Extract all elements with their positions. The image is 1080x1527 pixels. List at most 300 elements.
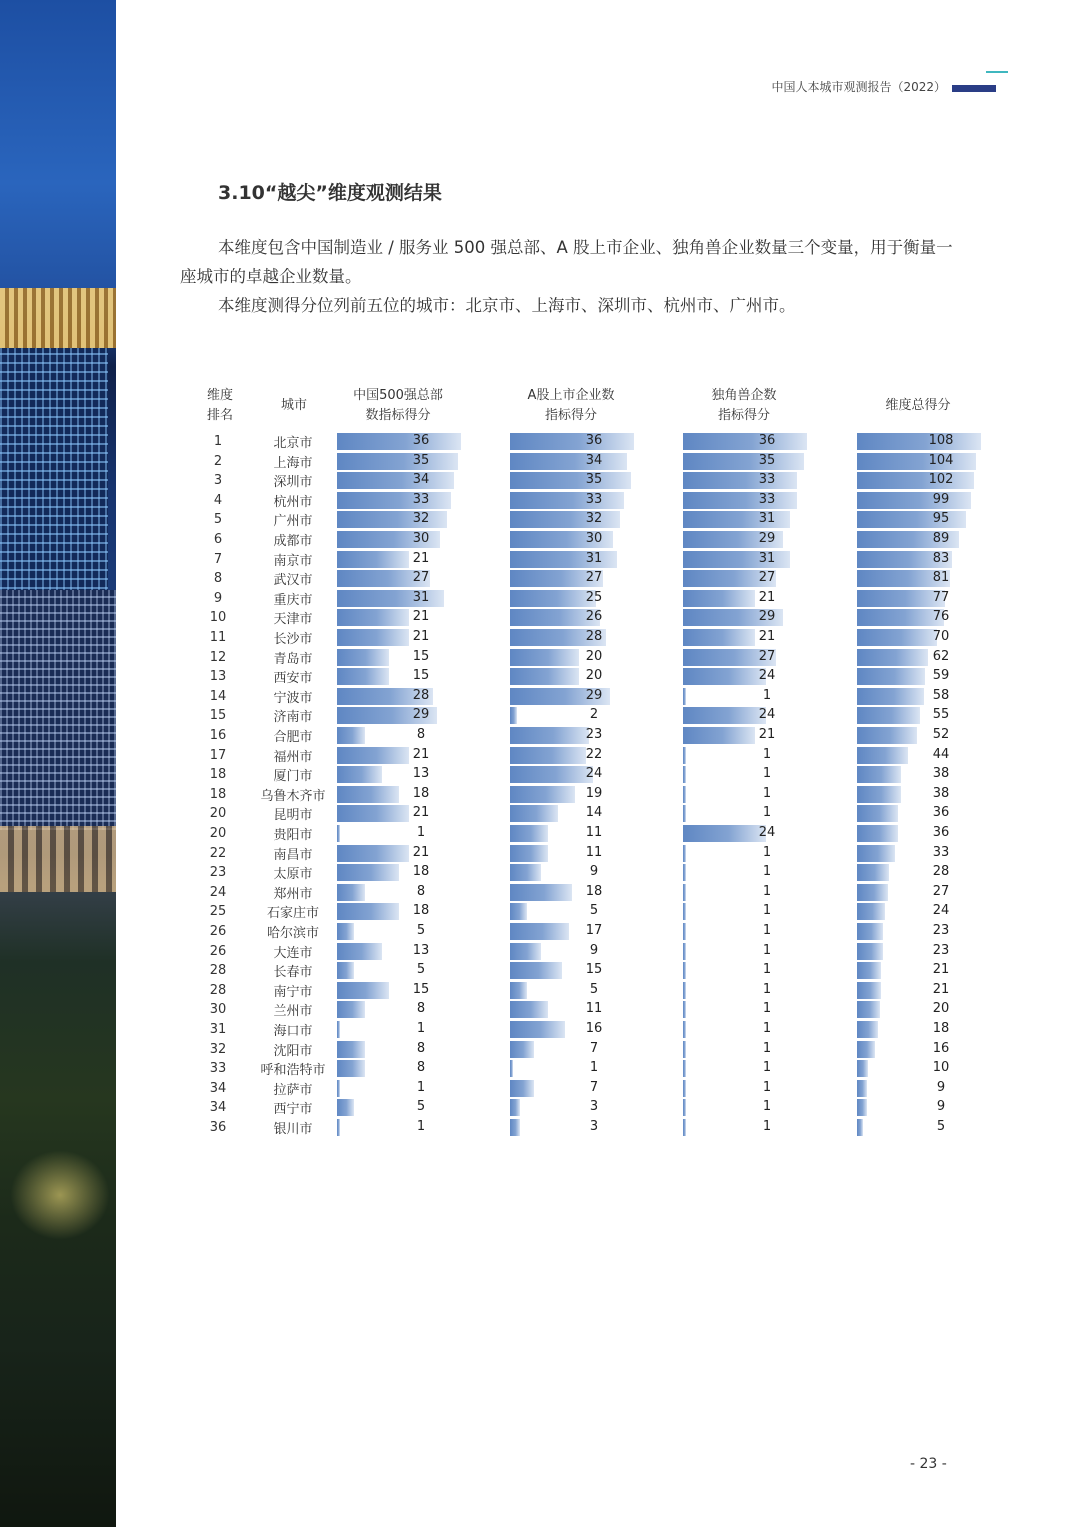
unicorn-value: 1 bbox=[762, 1079, 772, 1095]
rank-cell: 5 bbox=[213, 512, 223, 528]
unicorn-value: 24 bbox=[758, 825, 776, 840]
total-bar bbox=[857, 923, 883, 940]
listed-bar bbox=[510, 1021, 565, 1038]
listed-cell bbox=[510, 845, 636, 862]
rank-cell: 36 bbox=[209, 1120, 227, 1135]
unicorn-value: 33 bbox=[758, 472, 776, 488]
total-cell bbox=[857, 982, 983, 999]
table-row bbox=[0, 883, 1080, 903]
unicorn-cell bbox=[683, 766, 809, 783]
unicorn-bar bbox=[683, 1119, 686, 1136]
listed-bar bbox=[510, 786, 575, 803]
city-cell: 沈阳市 bbox=[273, 1043, 313, 1059]
listed-value: 32 bbox=[585, 511, 603, 527]
header-top500-line1: 中国500强总部 bbox=[353, 388, 443, 403]
top500-cell bbox=[337, 1099, 463, 1116]
listed-value: 20 bbox=[585, 668, 603, 684]
city-cell: 南昌市 bbox=[273, 847, 313, 863]
unicorn-value: 21 bbox=[758, 589, 776, 605]
unicorn-cell bbox=[683, 433, 809, 450]
city-cell: 南宁市 bbox=[273, 984, 313, 1000]
header-unicorn-line1: 独角兽企数 bbox=[711, 388, 777, 403]
top500-value: 13 bbox=[412, 942, 430, 958]
city-cell: 青岛市 bbox=[273, 651, 313, 667]
listed-value: 18 bbox=[585, 883, 603, 899]
unicorn-cell bbox=[683, 805, 809, 822]
listed-bar bbox=[510, 884, 572, 901]
header-city: 城市 bbox=[280, 398, 307, 413]
top500-value: 21 bbox=[412, 550, 430, 566]
unicorn-bar bbox=[683, 1060, 686, 1077]
city-cell: 武汉市 bbox=[273, 573, 313, 589]
header-unicorn bbox=[682, 386, 806, 426]
total-value: 24 bbox=[932, 903, 950, 919]
top500-value: 28 bbox=[412, 687, 430, 703]
listed-value: 7 bbox=[589, 1079, 599, 1095]
top500-cell bbox=[337, 943, 463, 960]
top500-bar bbox=[337, 1041, 365, 1058]
listed-bar bbox=[510, 943, 541, 960]
top500-bar bbox=[337, 727, 365, 744]
top500-value: 5 bbox=[416, 1099, 426, 1115]
rank-cell: 32 bbox=[209, 1041, 227, 1057]
unicorn-cell bbox=[683, 962, 809, 979]
rank-cell: 13 bbox=[209, 669, 227, 685]
top500-value: 30 bbox=[412, 531, 430, 546]
listed-bar bbox=[510, 805, 558, 822]
unicorn-cell bbox=[683, 1060, 809, 1077]
unicorn-value: 1 bbox=[762, 1060, 772, 1076]
total-value: 21 bbox=[932, 962, 950, 978]
unicorn-cell bbox=[683, 688, 809, 705]
listed-cell bbox=[510, 1021, 636, 1038]
city-cell: 长春市 bbox=[273, 965, 313, 981]
listed-cell bbox=[510, 688, 636, 705]
unicorn-value: 1 bbox=[762, 1021, 772, 1036]
listed-cell bbox=[510, 570, 636, 587]
listed-bar bbox=[510, 962, 562, 979]
listed-cell bbox=[510, 1001, 636, 1018]
total-value: 23 bbox=[932, 942, 950, 958]
top500-bar bbox=[337, 982, 389, 999]
header-total: 维度总得分 bbox=[885, 398, 951, 413]
top500-cell bbox=[337, 609, 463, 626]
table-row bbox=[0, 1079, 1080, 1099]
tower-crown bbox=[0, 288, 116, 348]
rank-cell: 20 bbox=[209, 806, 227, 822]
unicorn-cell bbox=[683, 609, 809, 626]
city-cell: 深圳市 bbox=[273, 475, 313, 491]
listed-cell bbox=[510, 727, 636, 744]
table-row bbox=[0, 628, 1080, 648]
top500-value: 21 bbox=[412, 844, 430, 860]
unicorn-value: 29 bbox=[758, 609, 776, 625]
top500-value: 21 bbox=[412, 609, 430, 625]
unicorn-cell bbox=[683, 845, 809, 862]
city-cell: 乌鲁木齐市 bbox=[260, 788, 326, 804]
city-cell: 拉萨市 bbox=[273, 1082, 313, 1098]
top500-bar bbox=[337, 825, 340, 842]
table-row bbox=[0, 1059, 1080, 1079]
unicorn-bar bbox=[683, 786, 686, 803]
unicorn-cell bbox=[683, 492, 809, 509]
total-bar bbox=[857, 845, 895, 862]
city-cell: 太原市 bbox=[273, 867, 313, 883]
listed-value: 29 bbox=[585, 687, 603, 703]
total-bar bbox=[857, 903, 885, 920]
city-cell: 郑州市 bbox=[273, 886, 313, 902]
top500-cell bbox=[337, 1119, 463, 1136]
unicorn-value: 1 bbox=[762, 864, 772, 880]
listed-cell bbox=[510, 884, 636, 901]
listed-cell bbox=[510, 609, 636, 626]
unicorn-bar bbox=[683, 884, 686, 901]
top500-cell bbox=[337, 766, 463, 783]
listed-bar bbox=[510, 1001, 548, 1018]
unicorn-value: 1 bbox=[762, 923, 772, 938]
total-cell bbox=[857, 825, 983, 842]
total-value: 95 bbox=[932, 511, 950, 527]
listed-bar bbox=[510, 1119, 520, 1136]
listed-cell bbox=[510, 511, 636, 528]
table-row bbox=[0, 589, 1080, 609]
table-row bbox=[0, 863, 1080, 883]
total-cell bbox=[857, 923, 983, 940]
listed-cell bbox=[510, 923, 636, 940]
unicorn-bar bbox=[683, 845, 686, 862]
listed-value: 16 bbox=[585, 1021, 603, 1036]
total-cell bbox=[857, 668, 983, 685]
total-value: 81 bbox=[932, 570, 950, 586]
unicorn-value: 24 bbox=[758, 707, 776, 723]
unicorn-bar bbox=[683, 1080, 686, 1097]
top500-cell bbox=[337, 805, 463, 822]
city-cell: 宁波市 bbox=[273, 690, 313, 706]
top500-bar bbox=[337, 943, 382, 960]
lights-glow bbox=[10, 1150, 110, 1240]
top500-bar bbox=[337, 1099, 354, 1116]
unicorn-value: 1 bbox=[762, 1119, 772, 1134]
rank-cell: 17 bbox=[209, 747, 227, 763]
table-row bbox=[0, 550, 1080, 570]
top500-cell bbox=[337, 492, 463, 509]
listed-value: 9 bbox=[589, 864, 599, 880]
top500-value: 34 bbox=[412, 472, 430, 488]
header-accent-bar bbox=[952, 85, 996, 92]
listed-value: 31 bbox=[585, 550, 603, 566]
unicorn-value: 31 bbox=[758, 550, 776, 566]
total-bar bbox=[857, 1001, 880, 1018]
unicorn-bar bbox=[683, 903, 686, 920]
header-rank-line2: 排名 bbox=[206, 408, 233, 423]
city-cell: 成都市 bbox=[273, 534, 313, 549]
header-listed-line1: A股上市企业数 bbox=[527, 388, 615, 403]
table-row bbox=[0, 726, 1080, 746]
unicorn-value: 31 bbox=[758, 511, 776, 527]
rank-cell: 34 bbox=[209, 1100, 227, 1116]
listed-value: 26 bbox=[585, 609, 603, 625]
listed-cell bbox=[510, 649, 636, 666]
listed-value: 22 bbox=[585, 746, 603, 762]
unicorn-value: 1 bbox=[762, 687, 772, 703]
total-value: 52 bbox=[932, 727, 950, 742]
rank-cell: 20 bbox=[209, 826, 227, 841]
listed-value: 14 bbox=[585, 805, 603, 821]
listed-value: 35 bbox=[585, 472, 603, 488]
top500-value: 15 bbox=[412, 981, 430, 997]
total-cell bbox=[857, 1080, 983, 1097]
top500-bar bbox=[337, 903, 399, 920]
unicorn-cell bbox=[683, 531, 809, 548]
total-bar bbox=[857, 786, 901, 803]
unicorn-cell bbox=[683, 825, 809, 842]
unicorn-value: 27 bbox=[758, 648, 776, 664]
rank-cell: 4 bbox=[213, 492, 223, 508]
listed-cell bbox=[510, 590, 636, 607]
total-value: 28 bbox=[932, 864, 950, 880]
unicorn-cell bbox=[683, 649, 809, 666]
top500-cell bbox=[337, 884, 463, 901]
top500-cell bbox=[337, 903, 463, 920]
top500-value: 1 bbox=[416, 1119, 426, 1134]
listed-value: 3 bbox=[589, 1119, 599, 1134]
top500-value: 32 bbox=[412, 511, 430, 527]
total-value: 77 bbox=[932, 589, 950, 605]
rank-cell: 24 bbox=[209, 884, 227, 900]
city-cell: 长沙市 bbox=[273, 632, 313, 647]
total-cell bbox=[857, 766, 983, 783]
listed-cell bbox=[510, 747, 636, 764]
table-row bbox=[0, 1098, 1080, 1118]
rank-cell: 25 bbox=[209, 904, 227, 920]
listed-bar bbox=[510, 707, 517, 724]
total-bar bbox=[857, 825, 898, 842]
header-listed-line2: 指标得分 bbox=[544, 408, 597, 423]
total-cell bbox=[857, 590, 983, 607]
top500-cell bbox=[337, 570, 463, 587]
listed-cell bbox=[510, 962, 636, 979]
total-value: 99 bbox=[932, 491, 950, 507]
unicorn-bar bbox=[683, 688, 686, 705]
rank-cell: 31 bbox=[209, 1022, 227, 1037]
unicorn-cell bbox=[683, 864, 809, 881]
top500-value: 1 bbox=[416, 825, 426, 840]
unicorn-value: 1 bbox=[762, 844, 772, 860]
total-cell bbox=[857, 511, 983, 528]
unicorn-bar bbox=[683, 1021, 686, 1038]
unicorn-bar bbox=[683, 766, 686, 783]
top500-bar bbox=[337, 923, 354, 940]
listed-value: 3 bbox=[589, 1099, 599, 1115]
top500-value: 8 bbox=[416, 1001, 426, 1017]
listed-value: 11 bbox=[585, 844, 603, 860]
unicorn-bar bbox=[683, 747, 686, 764]
unicorn-value: 1 bbox=[762, 746, 772, 762]
rank-cell: 18 bbox=[209, 786, 227, 802]
total-cell bbox=[857, 962, 983, 979]
listed-cell bbox=[510, 433, 636, 450]
total-value: 38 bbox=[932, 766, 950, 782]
top500-value: 21 bbox=[412, 805, 430, 821]
top500-value: 29 bbox=[412, 707, 430, 723]
top500-value: 18 bbox=[412, 903, 430, 919]
unicorn-value: 1 bbox=[762, 942, 772, 958]
rank-cell: 6 bbox=[213, 532, 223, 547]
city-cell: 重庆市 bbox=[273, 592, 313, 608]
unicorn-value: 1 bbox=[762, 805, 772, 821]
total-bar bbox=[857, 707, 920, 724]
total-value: 55 bbox=[932, 707, 950, 723]
listed-value: 36 bbox=[585, 433, 603, 448]
unicorn-cell bbox=[683, 786, 809, 803]
listed-cell bbox=[510, 1099, 636, 1116]
unicorn-value: 36 bbox=[758, 433, 776, 448]
city-cell: 厦门市 bbox=[273, 769, 313, 785]
table-row bbox=[0, 706, 1080, 726]
rank-cell: 28 bbox=[209, 982, 227, 998]
top500-value: 21 bbox=[412, 746, 430, 762]
unicorn-cell bbox=[683, 453, 809, 470]
unicorn-cell bbox=[683, 551, 809, 568]
listed-cell bbox=[510, 864, 636, 881]
total-value: 9 bbox=[936, 1079, 946, 1095]
top500-value: 27 bbox=[412, 570, 430, 586]
total-value: 5 bbox=[936, 1119, 946, 1134]
rank-cell: 9 bbox=[213, 590, 223, 606]
listed-value: 34 bbox=[585, 452, 603, 468]
listed-cell bbox=[510, 472, 636, 489]
total-cell bbox=[857, 1021, 983, 1038]
city-cell: 福州市 bbox=[273, 749, 313, 765]
total-bar bbox=[857, 688, 924, 705]
top500-value: 15 bbox=[412, 668, 430, 684]
total-cell bbox=[857, 433, 983, 450]
total-cell bbox=[857, 747, 983, 764]
city-cell: 银川市 bbox=[273, 1122, 313, 1137]
city-cell: 石家庄市 bbox=[266, 906, 319, 922]
top500-cell bbox=[337, 1080, 463, 1097]
unicorn-cell bbox=[683, 668, 809, 685]
city-cell: 海口市 bbox=[273, 1024, 313, 1039]
total-value: 27 bbox=[932, 883, 950, 899]
unicorn-cell bbox=[683, 590, 809, 607]
top500-cell bbox=[337, 1021, 463, 1038]
top500-value: 5 bbox=[416, 962, 426, 978]
top500-cell bbox=[337, 982, 463, 999]
top500-cell bbox=[337, 433, 463, 450]
total-cell bbox=[857, 629, 983, 646]
listed-cell bbox=[510, 786, 636, 803]
listed-bar bbox=[510, 825, 548, 842]
total-cell bbox=[857, 453, 983, 470]
unicorn-value: 1 bbox=[762, 903, 772, 919]
top500-cell bbox=[337, 707, 463, 724]
listed-bar bbox=[510, 982, 527, 999]
top500-cell bbox=[337, 786, 463, 803]
listed-cell bbox=[510, 1041, 636, 1058]
unicorn-value: 21 bbox=[758, 629, 776, 644]
table-row bbox=[0, 824, 1080, 844]
total-value: 23 bbox=[932, 923, 950, 938]
total-cell bbox=[857, 786, 983, 803]
total-value: 102 bbox=[928, 472, 954, 488]
total-cell bbox=[857, 903, 983, 920]
listed-cell bbox=[510, 629, 636, 646]
listed-cell bbox=[510, 805, 636, 822]
listed-cell bbox=[510, 668, 636, 685]
unicorn-value: 33 bbox=[758, 491, 776, 507]
total-bar bbox=[857, 864, 889, 881]
rank-cell: 34 bbox=[209, 1080, 227, 1096]
total-cell bbox=[857, 688, 983, 705]
listed-cell bbox=[510, 1119, 636, 1136]
total-value: 62 bbox=[932, 648, 950, 664]
total-cell bbox=[857, 609, 983, 626]
table-row bbox=[0, 1118, 1080, 1138]
table-row bbox=[0, 942, 1080, 962]
total-cell bbox=[857, 845, 983, 862]
listed-value: 30 bbox=[585, 531, 603, 546]
table-row bbox=[0, 981, 1080, 1001]
rank-cell: 12 bbox=[209, 649, 227, 665]
top500-value: 8 bbox=[416, 1060, 426, 1076]
top500-bar bbox=[337, 1080, 340, 1097]
total-cell bbox=[857, 805, 983, 822]
table-row bbox=[0, 648, 1080, 668]
unicorn-bar bbox=[683, 864, 686, 881]
total-bar bbox=[857, 943, 883, 960]
listed-value: 5 bbox=[589, 981, 599, 997]
unicorn-value: 1 bbox=[762, 1001, 772, 1017]
listed-cell bbox=[510, 982, 636, 999]
table-row bbox=[0, 432, 1080, 452]
city-cell: 济南市 bbox=[273, 710, 313, 726]
top500-value: 33 bbox=[412, 491, 430, 507]
top500-cell bbox=[337, 649, 463, 666]
listed-bar bbox=[510, 1060, 513, 1077]
listed-bar bbox=[510, 923, 569, 940]
total-cell bbox=[857, 649, 983, 666]
listed-cell bbox=[510, 943, 636, 960]
unicorn-value: 29 bbox=[758, 531, 776, 546]
unicorn-cell bbox=[683, 472, 809, 489]
top500-value: 18 bbox=[412, 864, 430, 880]
table-row bbox=[0, 452, 1080, 472]
unicorn-cell bbox=[683, 570, 809, 587]
top500-cell bbox=[337, 825, 463, 842]
top500-bar bbox=[337, 1060, 365, 1077]
top500-value: 18 bbox=[412, 785, 430, 801]
unicorn-value: 24 bbox=[758, 668, 776, 684]
table-row bbox=[0, 530, 1080, 550]
table-row bbox=[0, 1020, 1080, 1040]
listed-value: 11 bbox=[585, 1001, 603, 1017]
listed-value: 15 bbox=[585, 962, 603, 978]
unicorn-value: 1 bbox=[762, 962, 772, 978]
total-cell bbox=[857, 551, 983, 568]
table-row bbox=[0, 785, 1080, 805]
rank-cell: 18 bbox=[209, 767, 227, 783]
total-value: 76 bbox=[932, 609, 950, 625]
listed-cell bbox=[510, 1080, 636, 1097]
city-cell: 广州市 bbox=[273, 514, 313, 530]
unicorn-value: 35 bbox=[758, 452, 776, 468]
table-row bbox=[0, 491, 1080, 511]
rank-cell: 26 bbox=[209, 943, 227, 959]
city-cell: 兰州市 bbox=[273, 1004, 313, 1020]
table-row bbox=[0, 569, 1080, 589]
rank-cell: 7 bbox=[213, 551, 223, 567]
